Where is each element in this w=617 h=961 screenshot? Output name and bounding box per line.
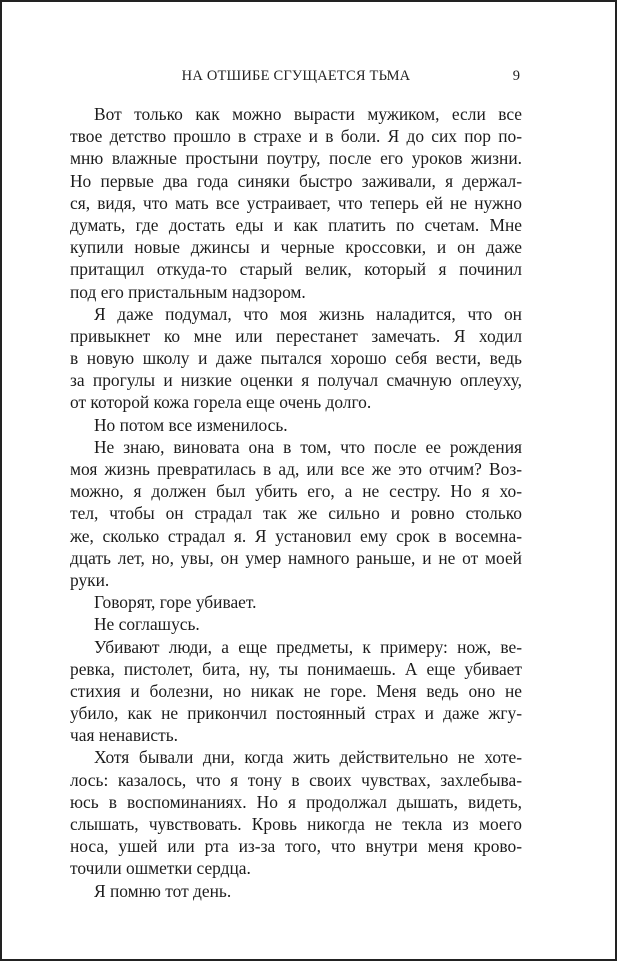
text-line: Не знаю, виновата она в том, что после ее рождения <box>94 436 522 457</box>
text-line: купили новые джинсы и черные кроссовки, и он даже <box>70 237 522 258</box>
paragraph <box>70 303 522 414</box>
running-title: НА ОТШИБЕ СГУЩАЕТСЯ ТЬМА <box>181 68 411 84</box>
text-line: носа, ушей или рта из-за того, что внутри меня крово- <box>70 836 522 857</box>
running-header <box>70 68 522 88</box>
text-line: лось: казалось, что я тону в своих чувствах, захлебыва- <box>70 769 522 790</box>
text-line: слышать, чувствовать. Кровь никогда не текла из моего <box>70 814 522 834</box>
text-line: же, сколько страдал я. Я установил ему срок в восемна- <box>70 525 522 546</box>
text-line: притащил откуда-то старый велик, который я починил <box>70 259 522 280</box>
page-number: 9 <box>512 68 520 84</box>
text-line: Я помню тот день. <box>94 880 232 901</box>
text-line: мню влажные простыни поутру, после его уроков жизни. <box>70 148 522 169</box>
text-line: привыкнет ко мне или перестанет замечать. Я ходил <box>70 325 522 346</box>
text-line: ся, видя, что мать все устраивает, что теперь ей не нужно <box>70 192 522 213</box>
text-line: стихия и болезни, но никак не горе. Меня ведь оно не <box>70 680 522 701</box>
text-line: дцать лет, но, увы, он умер намного раньше, и не от моей <box>70 547 522 568</box>
text-line: от которой кожа горела еще очень долго. <box>70 392 372 413</box>
text-line: ревка, пистолет, бита, ну, ты понимаешь. А еще убивает <box>70 658 522 679</box>
text-line: можно, я должен был убить его, а не сестру. Но я хо- <box>70 481 522 502</box>
text-line: Но потом все изменилось. <box>94 414 288 435</box>
text-line: убило, как не прикончил постоянный страх и даже жгу- <box>70 703 522 724</box>
paragraph <box>70 414 522 436</box>
paragraph <box>70 880 522 902</box>
text-line: Я даже подумал, что моя жизнь наладится, что он <box>94 303 522 324</box>
text-line: под его пристальным надзором. <box>70 281 306 302</box>
text-line: Говорят, горе убивает. <box>94 592 257 613</box>
text-line: чая ненависть. <box>70 725 178 746</box>
paragraph <box>70 103 522 303</box>
text-line: Вот только как можно вырасти мужиком, если все <box>94 104 522 124</box>
text-line: руки. <box>70 569 110 590</box>
body-text <box>70 103 522 902</box>
text-line: Убивают люди, а еще предметы, к примеру: нож, ве- <box>94 636 522 657</box>
text-line: Хотя бывали дни, когда жить действительно не хоте- <box>94 747 522 768</box>
text-line: юсь в воспоминаниях. Но я продолжал дышать, видеть, <box>70 791 522 812</box>
text-line: тел, чтобы он страдал так же сильно и ровно столько <box>70 503 522 524</box>
text-line: в новую школу и даже пытался хорошо себя вести, ведь <box>70 348 522 369</box>
text-line: Не соглашусь. <box>94 614 200 635</box>
paragraph <box>70 591 522 613</box>
text-line: Но первые два года синяки быстро заживали, я держал- <box>70 170 522 191</box>
text-line: твое детство прошло в страхе и в боли. Я до сих пор по- <box>70 126 522 147</box>
text-line: думать, где достать еды и как платить по счетам. Мне <box>70 214 522 235</box>
paragraph <box>70 613 522 635</box>
paragraph <box>70 436 522 591</box>
text-line: за прогулы и низкие оценки я получал смачную оплеуху, <box>70 370 522 391</box>
paragraph <box>70 746 522 879</box>
paragraph <box>70 636 522 747</box>
text-line: точили ошметки сердца. <box>70 858 251 879</box>
text-line: моя жизнь превратилась в ад, или все же это отчим? Воз- <box>70 459 522 479</box>
